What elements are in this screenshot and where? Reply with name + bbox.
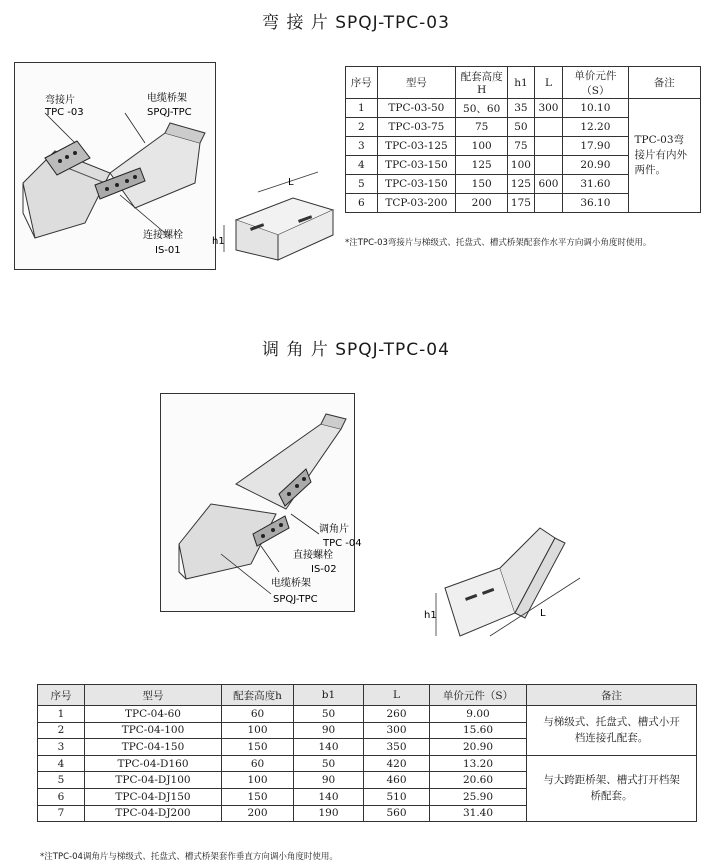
cell-model: TCP-03-200 <box>377 194 456 213</box>
cell-index: 3 <box>38 739 85 756</box>
cell-b1: 140 <box>294 739 364 756</box>
col-header-height: 配套高度h <box>222 685 294 706</box>
cell-index: 5 <box>38 772 85 789</box>
col-header-length: L <box>364 685 430 706</box>
cell-length: 260 <box>364 706 430 723</box>
cell-model: TPC-04-100 <box>85 722 222 739</box>
cell-price: 17.90 <box>563 137 628 156</box>
bend-plate-dimension-drawing <box>212 177 338 260</box>
cell-height: 60 <box>222 706 294 723</box>
cell-index: 3 <box>346 137 378 156</box>
section2-note: *注TPC-04调角片与梯级式、托盘式、槽式桥架套作垂直方向调小角度时使用。 <box>40 852 338 862</box>
cell-height: 100 <box>222 722 294 739</box>
cell-height: 50、60 <box>456 99 508 118</box>
cell-height: 125 <box>456 156 508 175</box>
cell-model: TPC-03-75 <box>377 118 456 137</box>
table-header-row <box>346 67 701 99</box>
cell-height: 150 <box>222 788 294 805</box>
cell-length: 300 <box>534 99 563 118</box>
bend-plate-spec-table <box>345 66 701 213</box>
cell-model: TPC-03-125 <box>377 137 456 156</box>
cell-length: 300 <box>364 722 430 739</box>
cell-index: 2 <box>38 722 85 739</box>
col-header-price: 单价元件（S） <box>563 67 628 99</box>
cell-b1: 90 <box>294 772 364 789</box>
cell-index: 6 <box>346 194 378 213</box>
cell-length <box>534 156 563 175</box>
cell-index: 7 <box>38 805 85 822</box>
cell-length <box>534 194 563 213</box>
bend-plate-assembly-drawing <box>15 63 215 269</box>
cell-length <box>534 118 563 137</box>
cell-model: TPC-04-DJ100 <box>85 772 222 789</box>
cell-length: 600 <box>534 175 563 194</box>
cell-index: 4 <box>38 755 85 772</box>
cell-price: 31.60 <box>563 175 628 194</box>
col-header-length: L <box>534 67 563 99</box>
angle-plate-spec-table <box>37 684 697 822</box>
cell-index: 2 <box>346 118 378 137</box>
cell-remark: TPC-03弯接片有内外两件。 <box>628 99 700 213</box>
cell-h1: 35 <box>508 99 535 118</box>
bend-plate-assembly-figure <box>14 62 216 270</box>
cell-index: 6 <box>38 788 85 805</box>
angle-plate-dimension-drawing <box>424 518 590 648</box>
cell-length: 460 <box>364 772 430 789</box>
cell-price: 20.90 <box>430 739 527 756</box>
fig1-tray-code: SPQJ-TPC <box>147 107 192 118</box>
col-header-index: 序号 <box>38 685 85 706</box>
fig1-tray-name: 电缆桥架 <box>147 93 187 104</box>
cell-length <box>534 137 563 156</box>
cell-h1: 100 <box>508 156 535 175</box>
cell-b1: 50 <box>294 706 364 723</box>
fig4-length-label: L <box>540 608 546 619</box>
table-row <box>346 99 701 118</box>
cell-length: 560 <box>364 805 430 822</box>
col-header-height: 配套高度H <box>456 67 508 99</box>
cell-length: 350 <box>364 739 430 756</box>
cell-model: TPC-04-DJ200 <box>85 805 222 822</box>
cell-length: 510 <box>364 788 430 805</box>
fig3-bolt-name: 直接螺栓 <box>293 550 333 561</box>
fig3-part-name: 调角片 <box>319 524 349 535</box>
table-header-row <box>38 685 697 706</box>
cell-price: 12.20 <box>563 118 628 137</box>
fig4-height-label: h1 <box>424 610 437 621</box>
cell-height: 200 <box>456 194 508 213</box>
angle-plate-assembly-drawing <box>161 394 362 611</box>
cell-remark-b: 与大跨距桥架、槽式打开档架桥配套。 <box>527 755 697 821</box>
fig1-part-name: 弯接片 <box>45 95 75 106</box>
cell-price: 15.60 <box>430 722 527 739</box>
section2-title: 调 角 片 SPQJ-TPC-04 <box>262 340 450 360</box>
cell-b1: 50 <box>294 755 364 772</box>
angle-plate-assembly-figure <box>160 393 362 612</box>
cell-price: 36.10 <box>563 194 628 213</box>
section1-title: 弯 接 片 SPQJ-TPC-03 <box>262 13 450 33</box>
cell-price: 25.90 <box>430 788 527 805</box>
cell-h1: 75 <box>508 137 535 156</box>
col-header-remark: 备注 <box>527 685 697 706</box>
cell-height: 100 <box>456 137 508 156</box>
fig2-height-label: h1 <box>212 236 225 247</box>
cell-model: TPC-04-D160 <box>85 755 222 772</box>
fig3-tray-name: 电缆桥架 <box>271 578 311 589</box>
cell-remark-a: 与梯级式、托盘式、槽式小开档连接孔配套。 <box>527 706 697 756</box>
table-row <box>38 706 697 723</box>
cell-model: TPC-04-60 <box>85 706 222 723</box>
cell-index: 4 <box>346 156 378 175</box>
col-header-index: 序号 <box>346 67 378 99</box>
cell-height: 100 <box>222 772 294 789</box>
cell-b1: 140 <box>294 788 364 805</box>
cell-model: TPC-04-DJ150 <box>85 788 222 805</box>
cell-b1: 190 <box>294 805 364 822</box>
cell-price: 10.10 <box>563 99 628 118</box>
cell-price: 20.90 <box>563 156 628 175</box>
cell-b1: 90 <box>294 722 364 739</box>
cell-price: 31.40 <box>430 805 527 822</box>
cell-price: 9.00 <box>430 706 527 723</box>
col-header-remark: 备注 <box>628 67 700 99</box>
cell-height: 75 <box>456 118 508 137</box>
col-header-b1: b1 <box>294 685 364 706</box>
fig3-bolt-code: IS-02 <box>311 564 337 575</box>
cell-height: 150 <box>222 739 294 756</box>
cell-index: 1 <box>38 706 85 723</box>
cell-height: 200 <box>222 805 294 822</box>
col-header-model: 型号 <box>85 685 222 706</box>
cell-height: 150 <box>456 175 508 194</box>
col-header-price: 单价元件（S） <box>430 685 527 706</box>
cell-index: 5 <box>346 175 378 194</box>
cell-h1: 125 <box>508 175 535 194</box>
fig1-part-code: TPC -03 <box>45 107 84 118</box>
cell-model: TPC-03-50 <box>377 99 456 118</box>
fig3-tray-code: SPQJ-TPC <box>273 594 318 605</box>
table-row <box>38 755 697 772</box>
cell-price: 13.20 <box>430 755 527 772</box>
fig1-bolt-code: IS-01 <box>155 245 181 256</box>
section1-note: *注TPC-03弯接片与梯级式、托盘式、槽式桥架配套作水平方向调小角度时使用。 <box>345 238 652 248</box>
cell-h1: 50 <box>508 118 535 137</box>
col-header-model: 型号 <box>377 67 456 99</box>
cell-model: TPC-03-150 <box>377 175 456 194</box>
col-header-h1: h1 <box>508 67 535 99</box>
cell-length: 420 <box>364 755 430 772</box>
cell-price: 20.60 <box>430 772 527 789</box>
cell-model: TPC-04-150 <box>85 739 222 756</box>
cell-model: TPC-03-150 <box>377 156 456 175</box>
cell-h1: 175 <box>508 194 535 213</box>
cell-index: 1 <box>346 99 378 118</box>
fig2-length-label: L <box>288 177 294 188</box>
cell-height: 60 <box>222 755 294 772</box>
fig3-part-code: TPC -04 <box>323 538 362 549</box>
fig1-bolt-name: 连接螺栓 <box>143 230 183 241</box>
